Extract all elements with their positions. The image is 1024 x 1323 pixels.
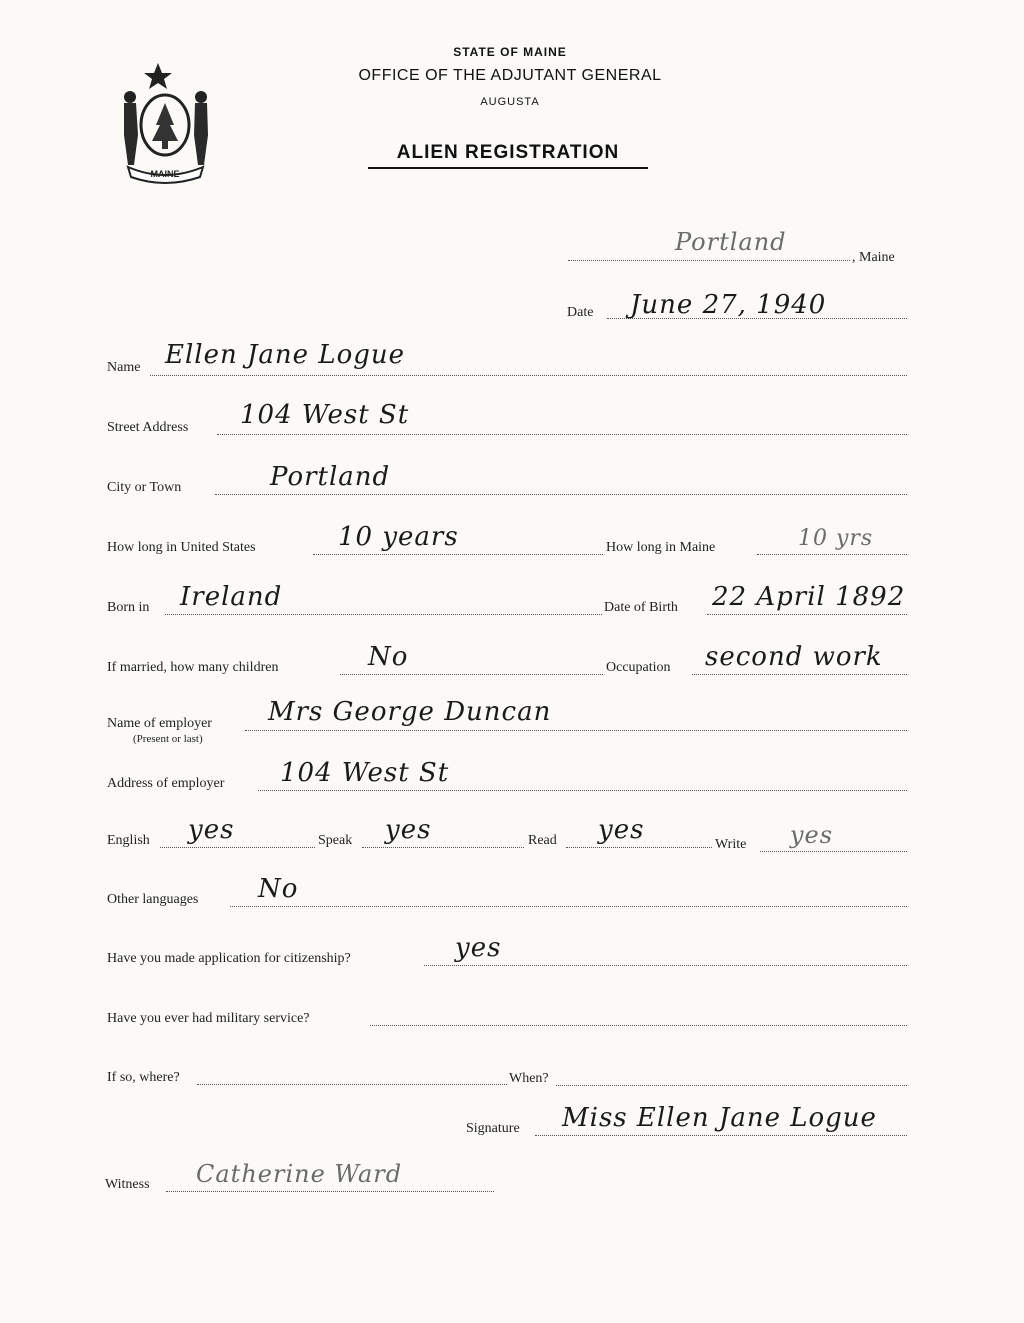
occupation-line [692,674,907,675]
where-line [197,1084,507,1085]
citizenship-line [424,965,907,966]
other-languages-value: No [258,874,299,904]
how-long-us-line [313,554,603,555]
military-line [370,1025,907,1026]
how-long-maine-line [757,554,907,555]
signature-value: Miss Ellen Jane Logue [562,1103,877,1133]
header-city: AUGUSTA [480,96,540,108]
form-title: ALIEN REGISTRATION [368,142,648,169]
english-line [160,847,315,848]
how-long-us-label: How long in United States [107,540,256,555]
employer-address-value: 104 West St [280,758,450,788]
speak-value: yes [385,815,432,845]
employer-line [245,730,907,731]
town-line [568,260,850,261]
date-value: June 27, 1940 [630,290,827,320]
signature-label: Signature [466,1121,520,1136]
when-label: When? [509,1071,549,1086]
other-languages-line [230,906,907,907]
write-line [760,851,907,852]
name-line [150,375,907,376]
employer-address-label: Address of employer [107,776,225,791]
city-value: Portland [270,462,391,492]
where-label: If so, where? [107,1070,180,1085]
name-value: Ellen Jane Logue [165,340,406,370]
city-line [215,494,907,495]
read-value: yes [598,815,645,845]
how-long-us-value: 10 years [338,522,459,552]
employer-note: (Present or last) [133,733,203,745]
witness-label: Witness [105,1177,150,1192]
read-line [566,847,712,848]
dob-value: 22 April 1892 [712,582,906,612]
children-line [340,674,603,675]
born-in-label: Born in [107,600,150,615]
name-label: Name [107,360,141,375]
city-label: City or Town [107,480,182,495]
speak-line [362,847,524,848]
maine-seal-icon [108,55,223,185]
dob-label: Date of Birth [604,600,678,615]
witness-line [166,1191,494,1192]
children-value: No [368,642,409,672]
street-label: Street Address [107,420,189,435]
employer-address-line [258,790,907,791]
how-long-maine-label: How long in Maine [606,540,716,555]
dob-line [707,614,907,615]
citizenship-label: Have you made application for citizenship? [107,951,351,966]
born-in-value: Ireland [180,582,283,612]
header-state: STATE OF MAINE [453,45,567,59]
speak-label: Speak [318,833,353,848]
signature-line [535,1135,907,1136]
occupation-value: second work [705,642,883,672]
header-office: OFFICE OF THE ADJUTANT GENERAL [358,67,662,84]
children-label: If married, how many children [107,660,279,675]
write-label: Write [715,837,747,852]
occupation-label: Occupation [606,660,671,675]
english-label: English [107,833,150,848]
english-value: yes [188,815,235,845]
town-value: Portland [675,228,787,256]
other-languages-label: Other languages [107,892,199,907]
born-in-line [165,614,602,615]
employer-value: Mrs George Duncan [268,697,552,727]
when-line [556,1085,907,1086]
street-value: 104 West St [240,400,410,430]
date-label: Date [567,305,594,320]
read-label: Read [528,833,557,848]
svg-text:MAINE: MAINE [150,169,180,179]
street-line [217,434,907,435]
military-label: Have you ever had military service? [107,1011,310,1026]
maine-label: , Maine [852,250,895,265]
employer-label: Name of employer [107,716,212,731]
citizenship-value: yes [455,933,502,963]
write-value: yes [790,821,834,849]
how-long-maine-value: 10 yrs [798,526,874,551]
witness-value: Catherine Ward [196,1160,403,1188]
